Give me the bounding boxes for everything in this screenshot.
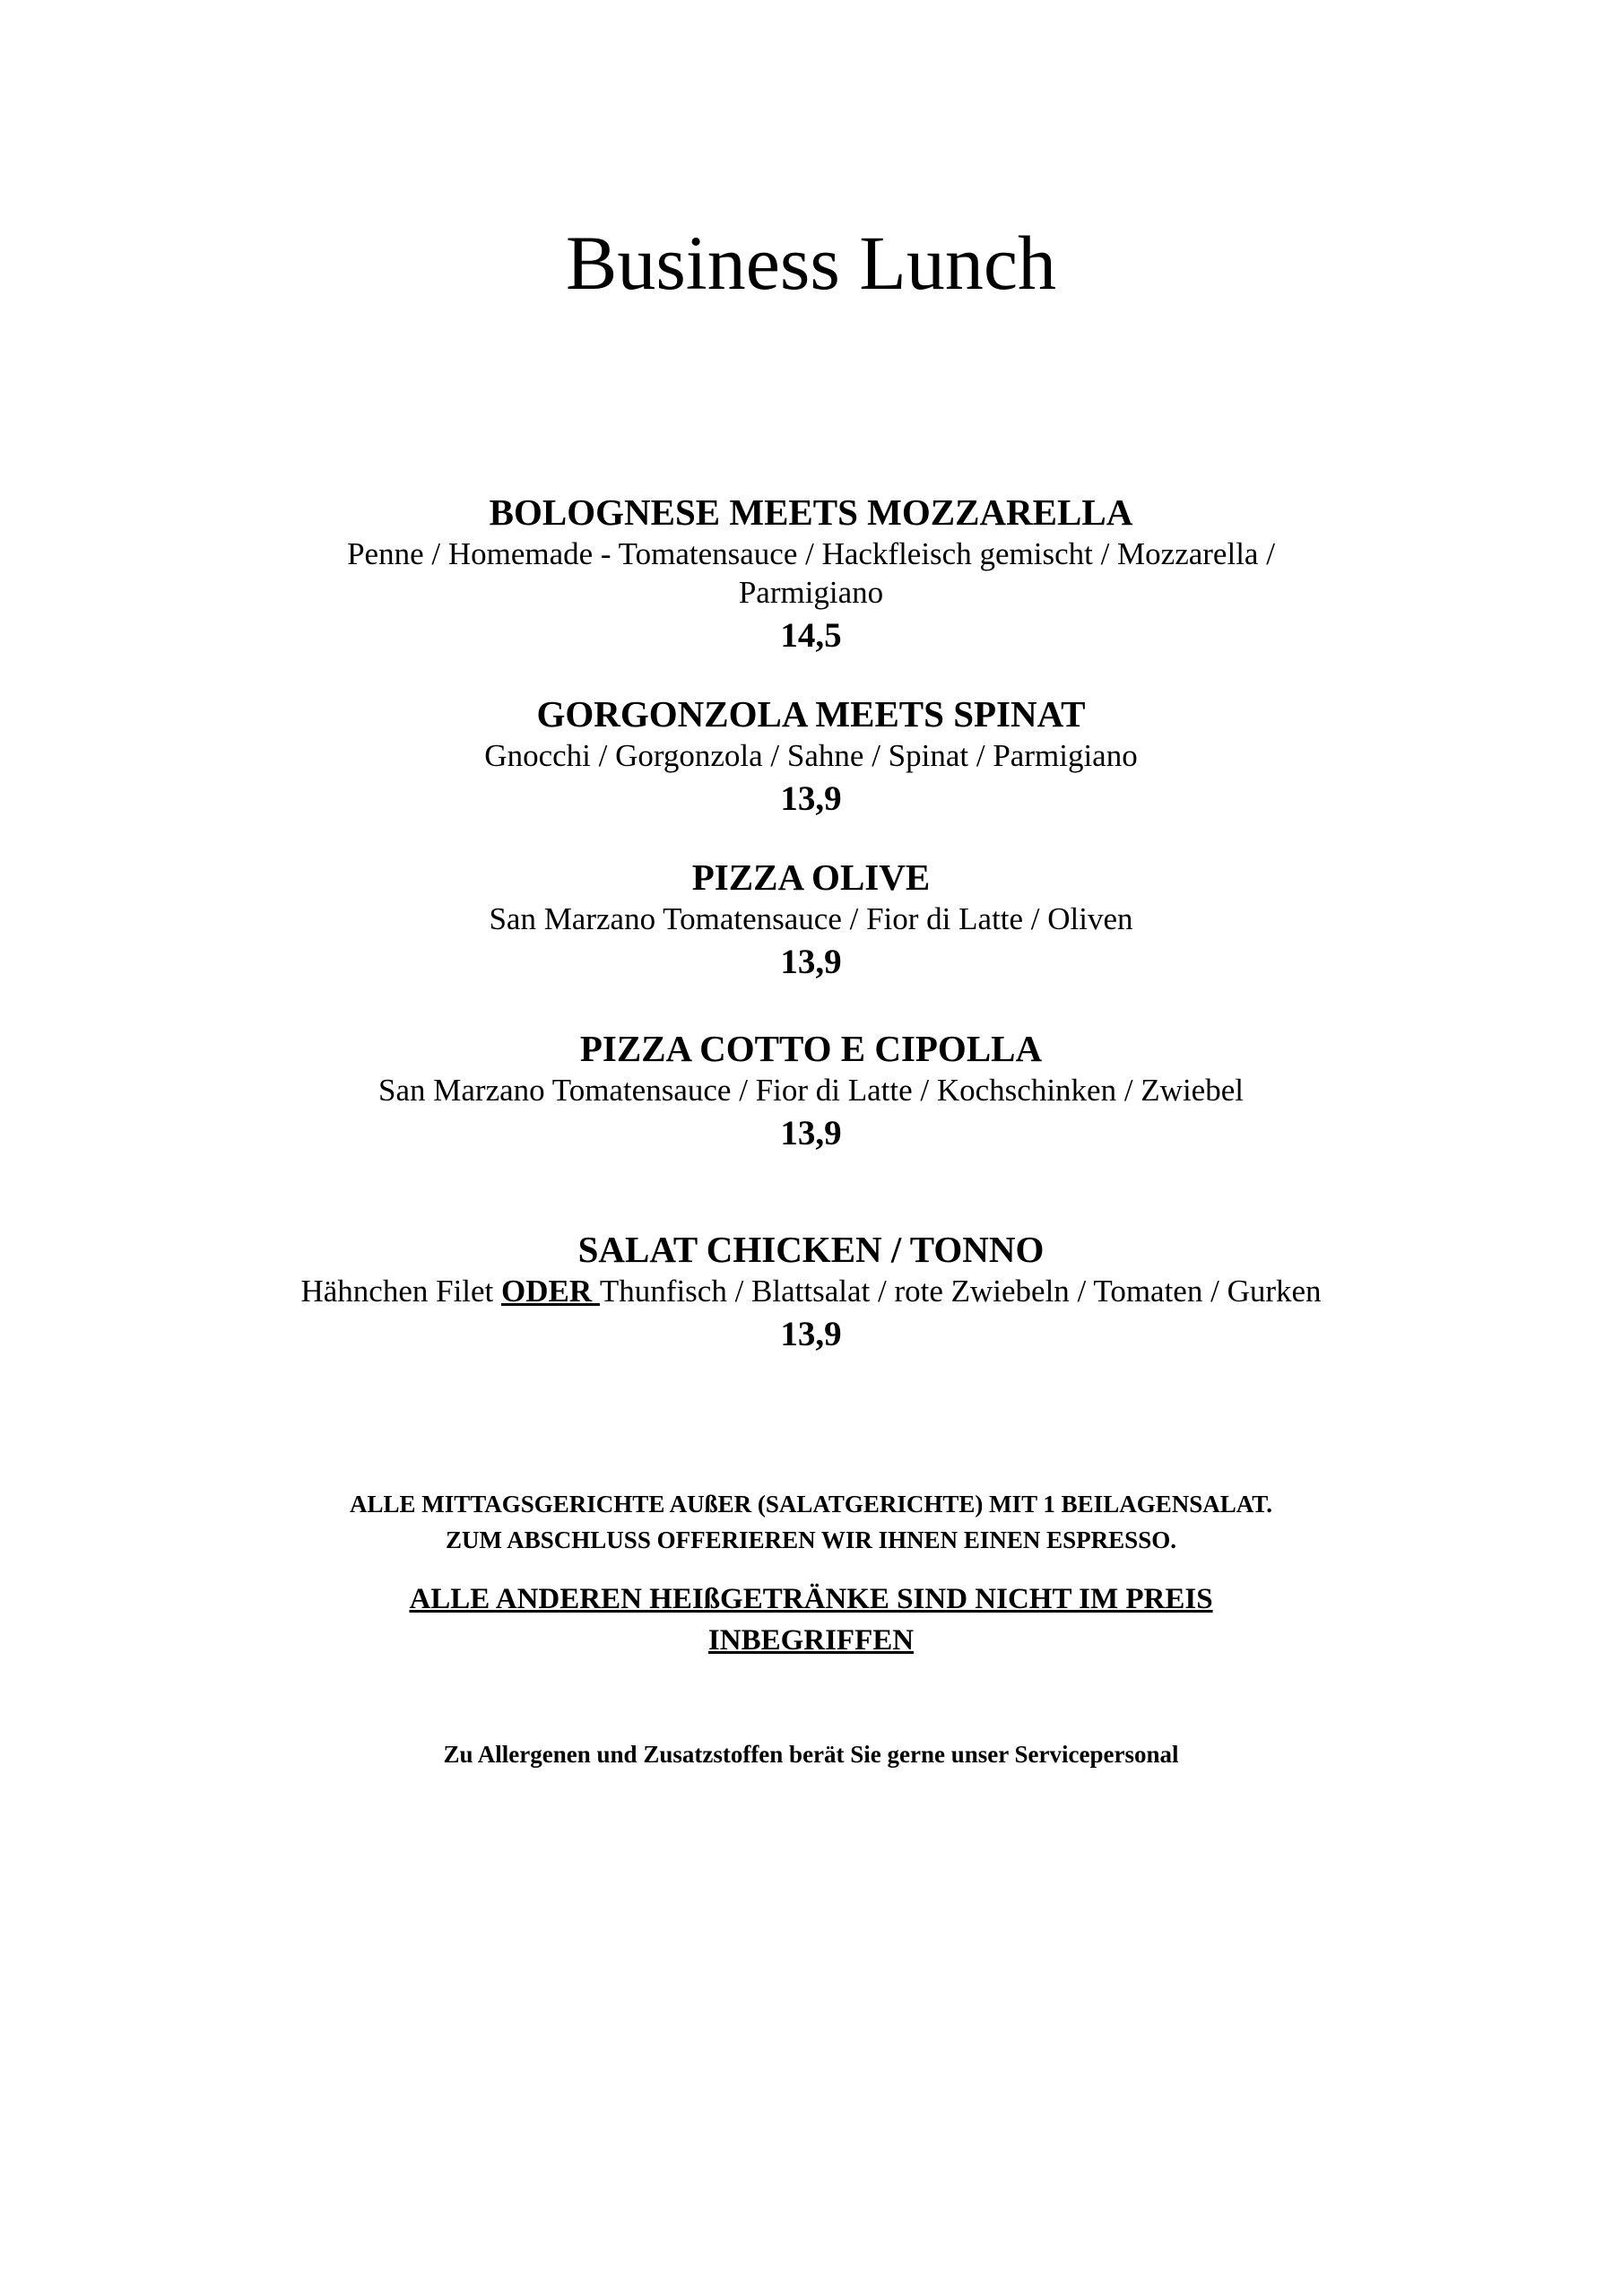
allergen-notice: Zu Allergenen und Zusatzstoffen berät Sie gerne unser Servicepersonal <box>443 1741 1179 1768</box>
dish-description-line: San Marzano Tomatensauce / Fior di Latte / Kochschinken / Zwiebel <box>378 1073 1244 1108</box>
dish-description-text: Thunfisch / Blattsalat / rote Zwiebeln / Tomaten / Gurken <box>599 1274 1322 1309</box>
lunch-note-line: ALLE MITTAGSGERICHTE AUßER (SALATGERICHTE) MIT 1 BEILAGENSALAT. <box>350 1491 1272 1518</box>
dish-name: GORGONZOLA MEETS SPINAT <box>536 693 1086 735</box>
dish-description-line: Parmigiano <box>738 575 884 610</box>
dish-description <box>0 1071 1622 1109</box>
hot-drinks-notice <box>0 1578 1622 1661</box>
dish-price: 13,9 <box>780 1315 842 1353</box>
dish-pizza-olive <box>0 857 1622 983</box>
dish-price: 13,9 <box>780 1114 842 1152</box>
dish-name: BOLOGNESE MEETS MOZZARELLA <box>489 491 1133 533</box>
dish-price: 13,9 <box>780 779 842 818</box>
dish-name: SALAT CHICKEN / TONNO <box>577 1229 1045 1270</box>
dish-name: PIZZA OLIVE <box>691 857 931 898</box>
dish-description <box>0 535 1622 612</box>
dish-pizza-cotto <box>0 1028 1622 1154</box>
dish-description-line: Gnocchi / Gorgonzola / Sahne / Spinat / Parmigiano <box>484 738 1138 773</box>
dish-price: 13,9 <box>780 943 842 981</box>
dish-bolognese <box>0 491 1622 657</box>
hot-drinks-line: INBEGRIFFEN <box>707 1624 915 1657</box>
lunch-notes <box>0 1486 1622 1558</box>
lunch-note-line: ZUM ABSCHLUSS OFFERIEREN WIR IHNEN EINEN ESPRESSO. <box>446 1526 1176 1553</box>
dish-price: 14,5 <box>780 616 842 655</box>
dish-description-text: Hähnchen Filet <box>300 1274 502 1309</box>
dish-description <box>0 900 1622 938</box>
dish-description-line: Penne / Homemade - Tomatensauce / Hackfleisch gemischt / Mozzarella / <box>347 536 1275 571</box>
dish-salat <box>0 1229 1622 1355</box>
dish-description <box>0 736 1622 775</box>
hot-drinks-line: ALLE ANDEREN HEIßGETRÄNKE SIND NICHT IM PREIS <box>409 1583 1213 1615</box>
dish-name: PIZZA COTTO E CIPOLLA <box>579 1028 1043 1069</box>
page-title: Business Lunch <box>565 220 1057 306</box>
dish-description-emphasis: ODER <box>501 1274 600 1309</box>
dish-description-line: San Marzano Tomatensauce / Fior di Latte / Oliven <box>489 901 1133 936</box>
dish-gorgonzola <box>0 693 1622 820</box>
dish-description <box>0 1272 1622 1310</box>
